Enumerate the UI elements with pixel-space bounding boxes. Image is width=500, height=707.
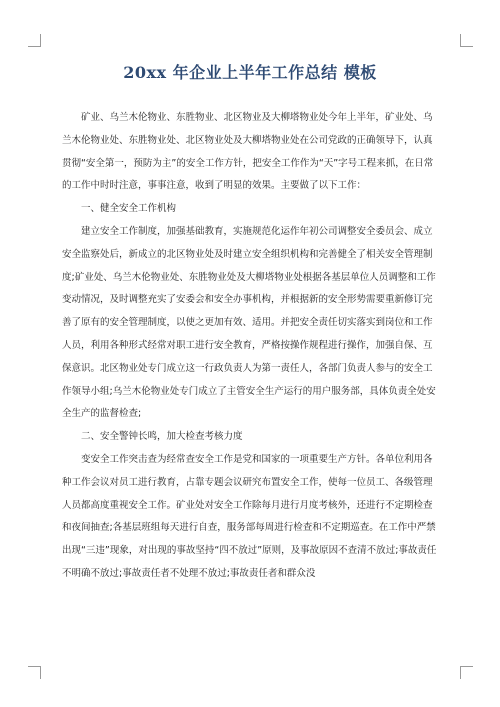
section-heading-2: 二、安全警钟长鸣，加大检查考核力度 <box>81 431 243 443</box>
crop-mark-top-left <box>28 34 41 47</box>
crop-mark-bottom-right <box>460 666 473 679</box>
section-heading-1: 一、健全安全工作机构 <box>81 203 177 215</box>
paragraph-section-1: 建立安全工作制度，加强基础教育，实施规范化运作年初公司调整安全委员会、成立安全监察处后，新成立的北区物业处及时建立安全组织机构和完善健全了相关安全管理制度;矿业处、乌兰木伦物业处、东胜物业处及大柳塔物业处根据各基层单位人员调整和工作变动情况，及时调整充实了安委会和安全办事机构，并根据新的安全形势需要重新修订完善了原有的安全管理制度，以使之更加有效、适用。并把安全责任切实落实到岗位和工作人员，利用各种形式经常对职工进行安全教育，严格按操作规程进行操作，加强自保、互保意识。北区物业处专门成立这一行政负责人为第一责任人，各部门负责人参与的安全工作领导小组;乌兰木伦物业处专门成立了主管安全生产运行的用户服务部，具体负责全处安全生产的监督检查; <box>62 225 436 420</box>
document-body <box>62 107 438 586</box>
crop-mark-top-right <box>460 34 473 47</box>
crop-mark-bottom-left <box>28 666 41 679</box>
document-title: 20xx 年企业上半年工作总结 模板 <box>123 63 377 82</box>
paragraph-section-2: 变安全工作突击查为经常查安全工作是党和国家的一项重要生产方针。各单位利用各种工作会议对员工进行教育，占靠专题会议研究布置安全工作，使每一位员工、各级管理人员都高度重视安全工作。矿业处对安全工作除每月进行月度考核外，还进行不定期检查和夜间抽查;各基层班组每天进行自查，服务部每周进行检查和不定期巡查。在工作中严禁出现“三违”现象，对出现的事故坚持“四不放过”原则，及事故原因不查清不放过;事故责任不明确不放过;事故责任者不处理不放过;事故责任者和群众没 <box>62 453 437 579</box>
paragraph-intro: 矿业、乌兰木伦物业、东胜物业、北区物业及大柳塔物业处今年上半年，矿业处、乌兰木伦物业处、东胜物业处、北区物业处及大柳塔物业处在公司党政的正确领导下，认真贯彻“安全第一，预防为主”的安全工作方针，把安全工作作为“天”字号工程来抓，在日常的工作中时时注意，事事注意，收到了明显的效果。主要做了以下工作： <box>62 112 434 192</box>
